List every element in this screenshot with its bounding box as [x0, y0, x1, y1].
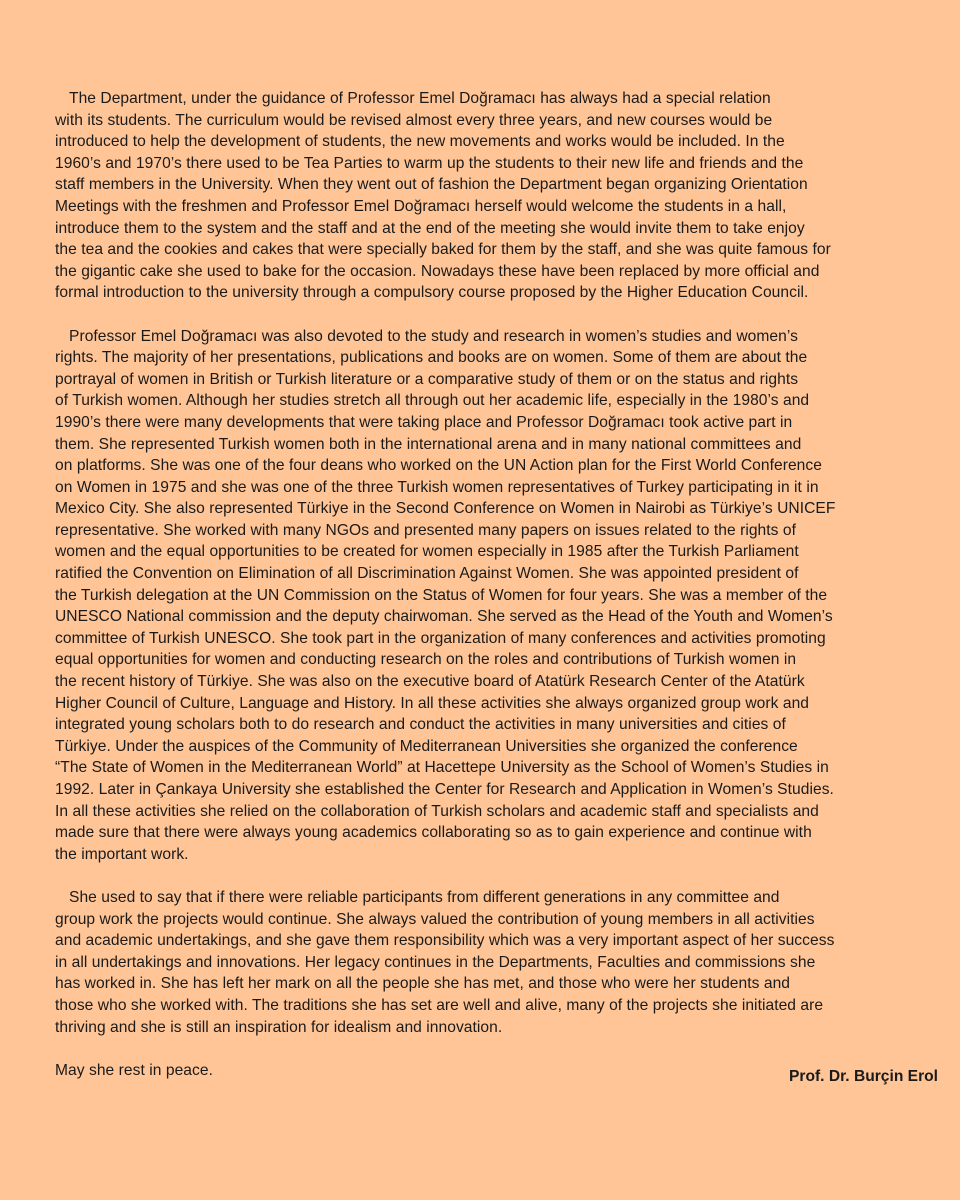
text-line: Professor Emel Doğramacı was also devoted to the study and research in women’s studies and women’s [69, 327, 798, 345]
text-line: the tea and the cookies and cakes that were specially baked for them by the staff, and she was quite famous for [55, 241, 831, 259]
text-line: formal introduction to the university through a compulsory course proposed by the Higher Education Council. [55, 284, 809, 302]
text-line: made sure that there were always young academics collaborating so as to gain experience and continue with [55, 824, 812, 842]
paragraph-womens-studies [55, 326, 935, 866]
text-line: the recent history of Türkiye. She was also on the executive board of Atatürk Research Center of the Atatürk [55, 673, 805, 691]
text-line: equal opportunities for women and conducting research on the roles and contributions of Turkish women in [55, 651, 797, 669]
text-line: integrated young scholars both to do research and conduct the activities in many universities and cities of [55, 716, 786, 734]
text-line: rights. The majority of her presentations, publications and books are on women. Some of them are about the [55, 349, 808, 367]
text-line: Mexico City. She also represented Türkiye in the Second Conference on Women in Nairobi as Türkiye’s UNICEF [55, 500, 836, 518]
paragraph-department [55, 88, 935, 304]
text-line: The Department, under the guidance of Professor Emel Doğramacı has always had a special relation [69, 90, 771, 107]
text-line: She used to say that if there were reliable participants from different generations in any committee and [69, 888, 780, 906]
text-line: the Turkish delegation at the UN Commission on the Status of Women for four years. She was a member of the [55, 586, 828, 604]
text-line: them. She represented Turkish women both in the international arena and in many national committees and [55, 435, 802, 453]
author-signature: Prof. Dr. Burçin Erol [788, 1068, 938, 1085]
text-line: UNESCO National commission and the deputy chairwoman. She served as the Head of the Youth and Women’s [55, 608, 833, 626]
text-line: committee of Turkish UNESCO. She took part in the organization of many conferences and activities promoting [55, 629, 826, 647]
text-line: in all undertakings and innovations. Her legacy continues in the Departments, Faculties and commissions she [55, 953, 816, 971]
text-line: introduced to help the development of students, the new movements and works would be included. In the [55, 133, 785, 151]
text-line: with its students. The curriculum would be revised almost every three years, and new courses would be [55, 111, 773, 129]
document-body [55, 88, 935, 1081]
text-line: thriving and she is still an inspiration for idealism and innovation. [55, 1018, 503, 1036]
text-line: “The State of Women in the Mediterranean World” at Hacettepe University as the School of Women’s Studies in [55, 759, 829, 777]
text-line: the gigantic cake she used to bake for the occasion. Nowadays these have been replaced by more official and [55, 262, 820, 280]
text-line: ratified the Convention on Elimination of all Discrimination Against Women. She was appointed president of [55, 565, 799, 583]
text-line: and academic undertakings, and she gave them responsibility which was a very important aspect of her success [55, 932, 835, 950]
text-line: the important work. [55, 845, 189, 863]
paragraph-legacy [55, 887, 935, 1038]
text-line: women and the equal opportunities to be created for women especially in 1985 after the Turkish Parliament [55, 543, 799, 561]
text-line: those who she worked with. The traditions she has set are well and alive, many of the projects she initiated are [55, 996, 824, 1014]
text-line: representative. She worked with many NGOs and presented many papers on issues related to the rights of [55, 521, 796, 539]
text-line: group work the projects would continue. She always valued the contribution of young members in all activities [55, 910, 815, 928]
text-line: portrayal of women in British or Turkish literature or a comparative study of them or on the status and rights [55, 370, 799, 388]
text-line: 1990’s there were many developments that were taking place and Professor Doğramacı took active part in [55, 413, 793, 431]
text-line: of Turkish women. Although her studies stretch all through out her academic life, especially in the 1980’s and [55, 392, 810, 410]
text-line: Higher Council of Culture, Language and History. In all these activities she always organized group work and [55, 694, 810, 712]
closing-line: May she rest in peace. [55, 1061, 213, 1079]
text-line: introduce them to the system and the staff and at the end of the meeting she would invite them to take enjoy [55, 219, 805, 237]
text-line: In all these activities she relied on the collaboration of Turkish scholars and academic staff and specialists and [55, 802, 819, 820]
text-line: Türkiye. Under the auspices of the Community of Mediterranean Universities she organized the conference [55, 737, 798, 755]
text-line: on platforms. She was one of the four deans who worked on the UN Action plan for the First World Conference [55, 457, 822, 475]
text-line: 1960’s and 1970’s there used to be Tea Parties to warm up the students to their new life and friends and the [55, 154, 804, 172]
text-line: 1992. Later in Çankaya University she established the Center for Research and Application in Women’s Studies. [55, 781, 834, 798]
text-line: has worked in. She has left her mark on all the people she has met, and those who were her students and [55, 975, 791, 993]
text-line: Meetings with the freshmen and Professor Emel Doğramacı herself would welcome the students in a hall, [55, 197, 787, 215]
text-line: on Women in 1975 and she was one of the three Turkish women representatives of Turkey participating in it in [55, 478, 819, 496]
text-line: staff members in the University. When they went out of fashion the Department began organizing Orientation [55, 176, 808, 194]
